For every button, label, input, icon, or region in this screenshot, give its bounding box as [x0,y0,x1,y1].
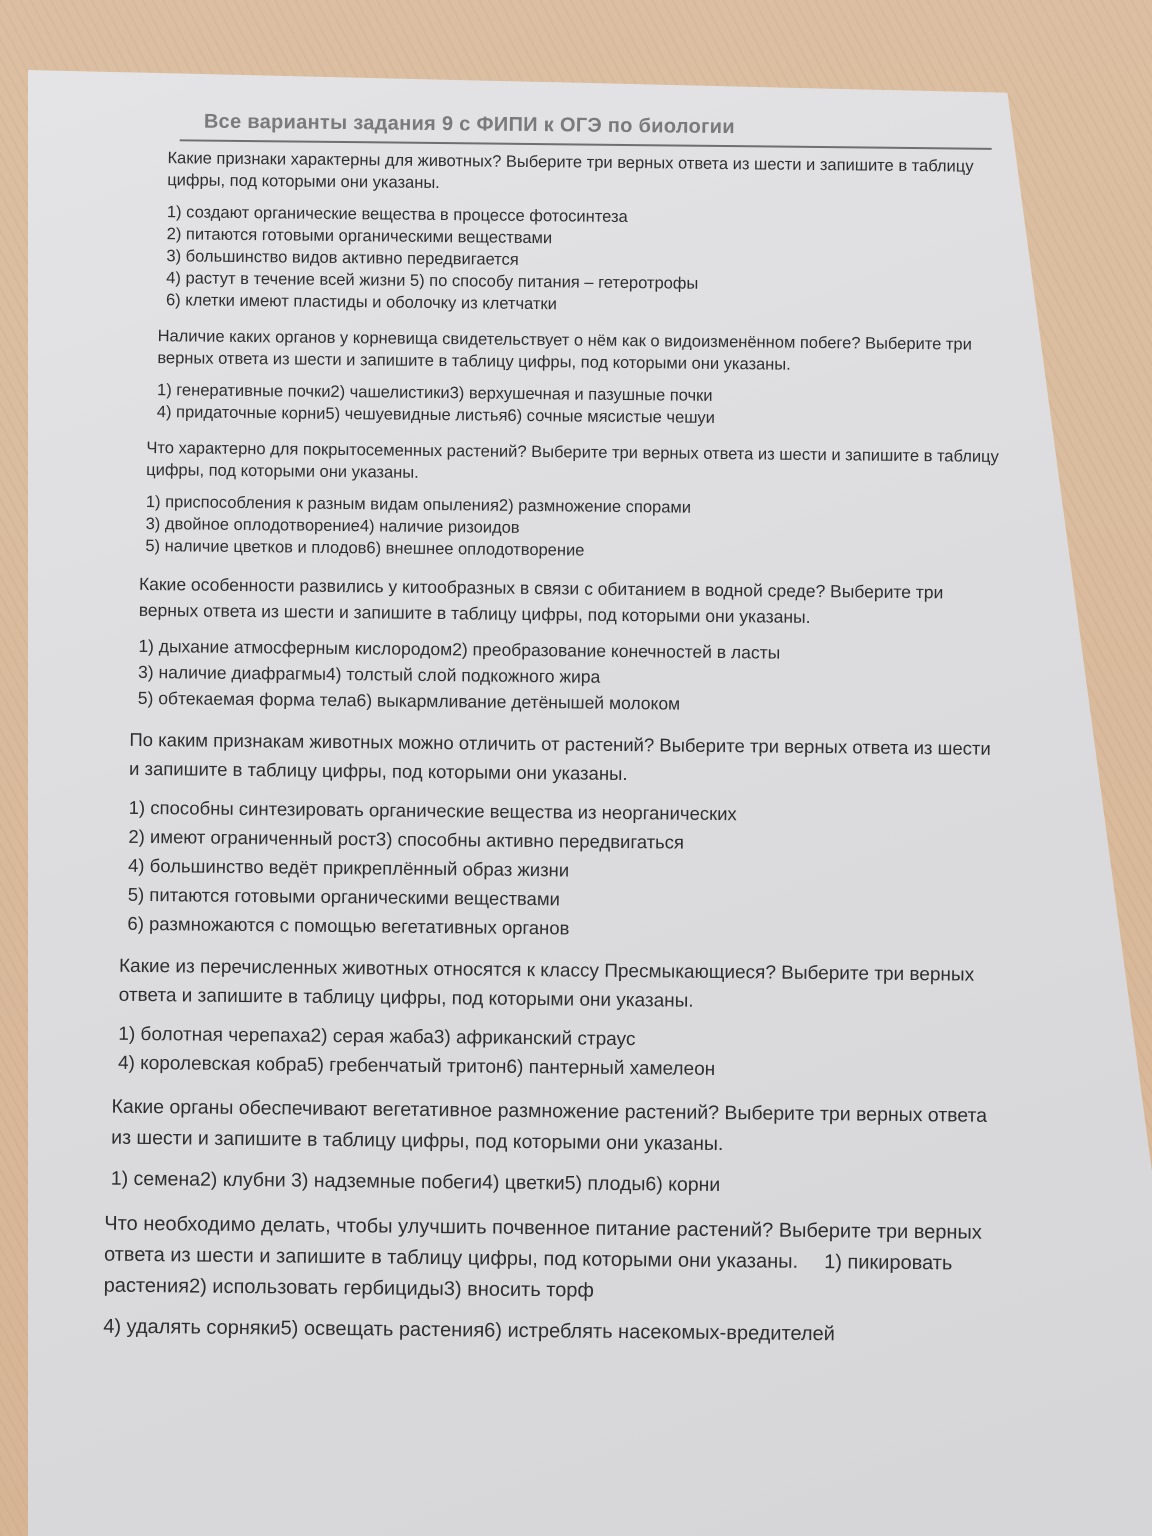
answer-option-line: 4) удалять сорняки5) освещать растения6) истреблять насекомых-вредителей [103,1315,836,1346]
answer-option-line: 5) питаются готовыми органическими веществами [127,883,561,910]
answer-option-line: 6) клетки имеют пластиды и оболочку из клетчатки [165,291,558,314]
question-5 [127,725,1003,947]
answer-option-line: 3) большинство видов активно передвигается [166,247,519,269]
answer-option-line: 1) генеративные почки2) чашелистики3) верхушечная и пазушные почки [156,381,713,405]
document-page [103,110,1010,1366]
answer-option-line: 4) королевская кобра5) гребенчатый тритон6) пантерный хамелеон [117,1052,716,1080]
answer-option-inline: 1) пикировать растения2) использовать гербициды3) вносить торф [103,1251,953,1302]
answer-option-line: 1) создают органические вещества в процессе фотосинтеза [166,203,628,227]
answer-option-line: 1) приспособления к разным видам опыления2) размножение спорами [145,492,692,517]
answer-option-line: 5) наличие цветков и плодов6) внешнее оплодотворение [145,536,585,560]
question-text [104,1209,999,1311]
answer-option-line: 6) размножаются с помощью вегетативных органов [127,912,570,939]
answer-option-line: 4) растут в течение всей жизни 5) по способу питания – гетеротрофы [166,269,699,293]
question-6 [118,952,1001,1087]
answer-option-line: 1) дыхание атмосферным кислородом2) преобразование конечностей в ласты [138,635,781,663]
answer-option-line: 2) имеют ограниченный рост3) способны активно передвигаться [128,825,685,853]
answer-option-line: 2) питаются готовыми органическими веществами [166,225,553,248]
question-1 [166,147,1010,320]
answer-option-line: 1) болотная черепаха2) серая жаба3) африканский страус [118,1023,636,1051]
answer-option-line: 3) наличие диафрагмы4) толстый слой подкожного жира [138,661,601,687]
question-8 [103,1209,998,1352]
question-4 [138,571,1005,720]
question-text: По каким признакам животных можно отличить от растений? Выберите три верных ответа из шести и запишите в таблицу цифры, под которыми они указаны. [128,728,991,785]
question-7 [111,1092,1000,1204]
document-title: Все варианты задания 9 с ФИПИ к ОГЭ по биологии [203,110,735,139]
question-text: Какие особенности развились у китообразных в связи с обитанием в водной среде? Выберите три верных ответа из шести и запишите в таблицу цифры, под которыми они указаны. [138,573,944,627]
question-3 [145,437,1006,566]
answer-option-line: 4) большинство ведёт прикреплённый образ жизни [127,854,570,881]
answer-option-line: 5) обтекаемая форма тела6) выкармливание детёнышей молоком [137,687,681,714]
question-text-body: Что необходимо делать, чтобы улучшить почвенное питание растений? Выберите три верных ответа из шести и запишите в таблицу цифры, под которыми они указаны. [103,1212,982,1273]
question-text: Какие из перечисленных животных относятся к классу Пресмыкающиеся? Выберите три верных ответа и запишите в таблицу цифры, под которыми они указаны. [118,955,975,1012]
question-text: Какие органы обеспечивают вегетативное размножение растений? Выберите три верных ответа из шести и запишите в таблицу цифры, под которыми они указаны. [111,1095,988,1156]
answer-option-line: 1) семена2) клубни 3) надземные побеги4) цветки5) плоды6) корни [110,1167,721,1197]
question-text: Какие признаки характерны для животных? Выберите три верных ответа из шести и запишите в таблицу цифры, под которыми они указаны. [167,149,974,193]
question-text: Наличие каких органов у корневища свидетельствует о нём как о видоизменённом побеге? Выберите три верных ответа из шести и запишите в таблицу цифры, под которыми они указаны. [157,327,972,374]
question-text: Что характерно для покрытосеменных растений? Выберите три верных ответа из шести и запишите в таблицу цифры, под которыми они указаны. [146,438,999,482]
answer-option-line: 3) двойное оплодотворение4) наличие ризоидов [145,514,520,537]
answer-option-line: 4) придаточные корни5) чешуевидные листья6) сочные мясистые чешуи [156,403,716,427]
answer-option-line: 1) способны синтезировать органические вещества из неорганических [128,796,737,825]
question-2 [157,325,1008,432]
